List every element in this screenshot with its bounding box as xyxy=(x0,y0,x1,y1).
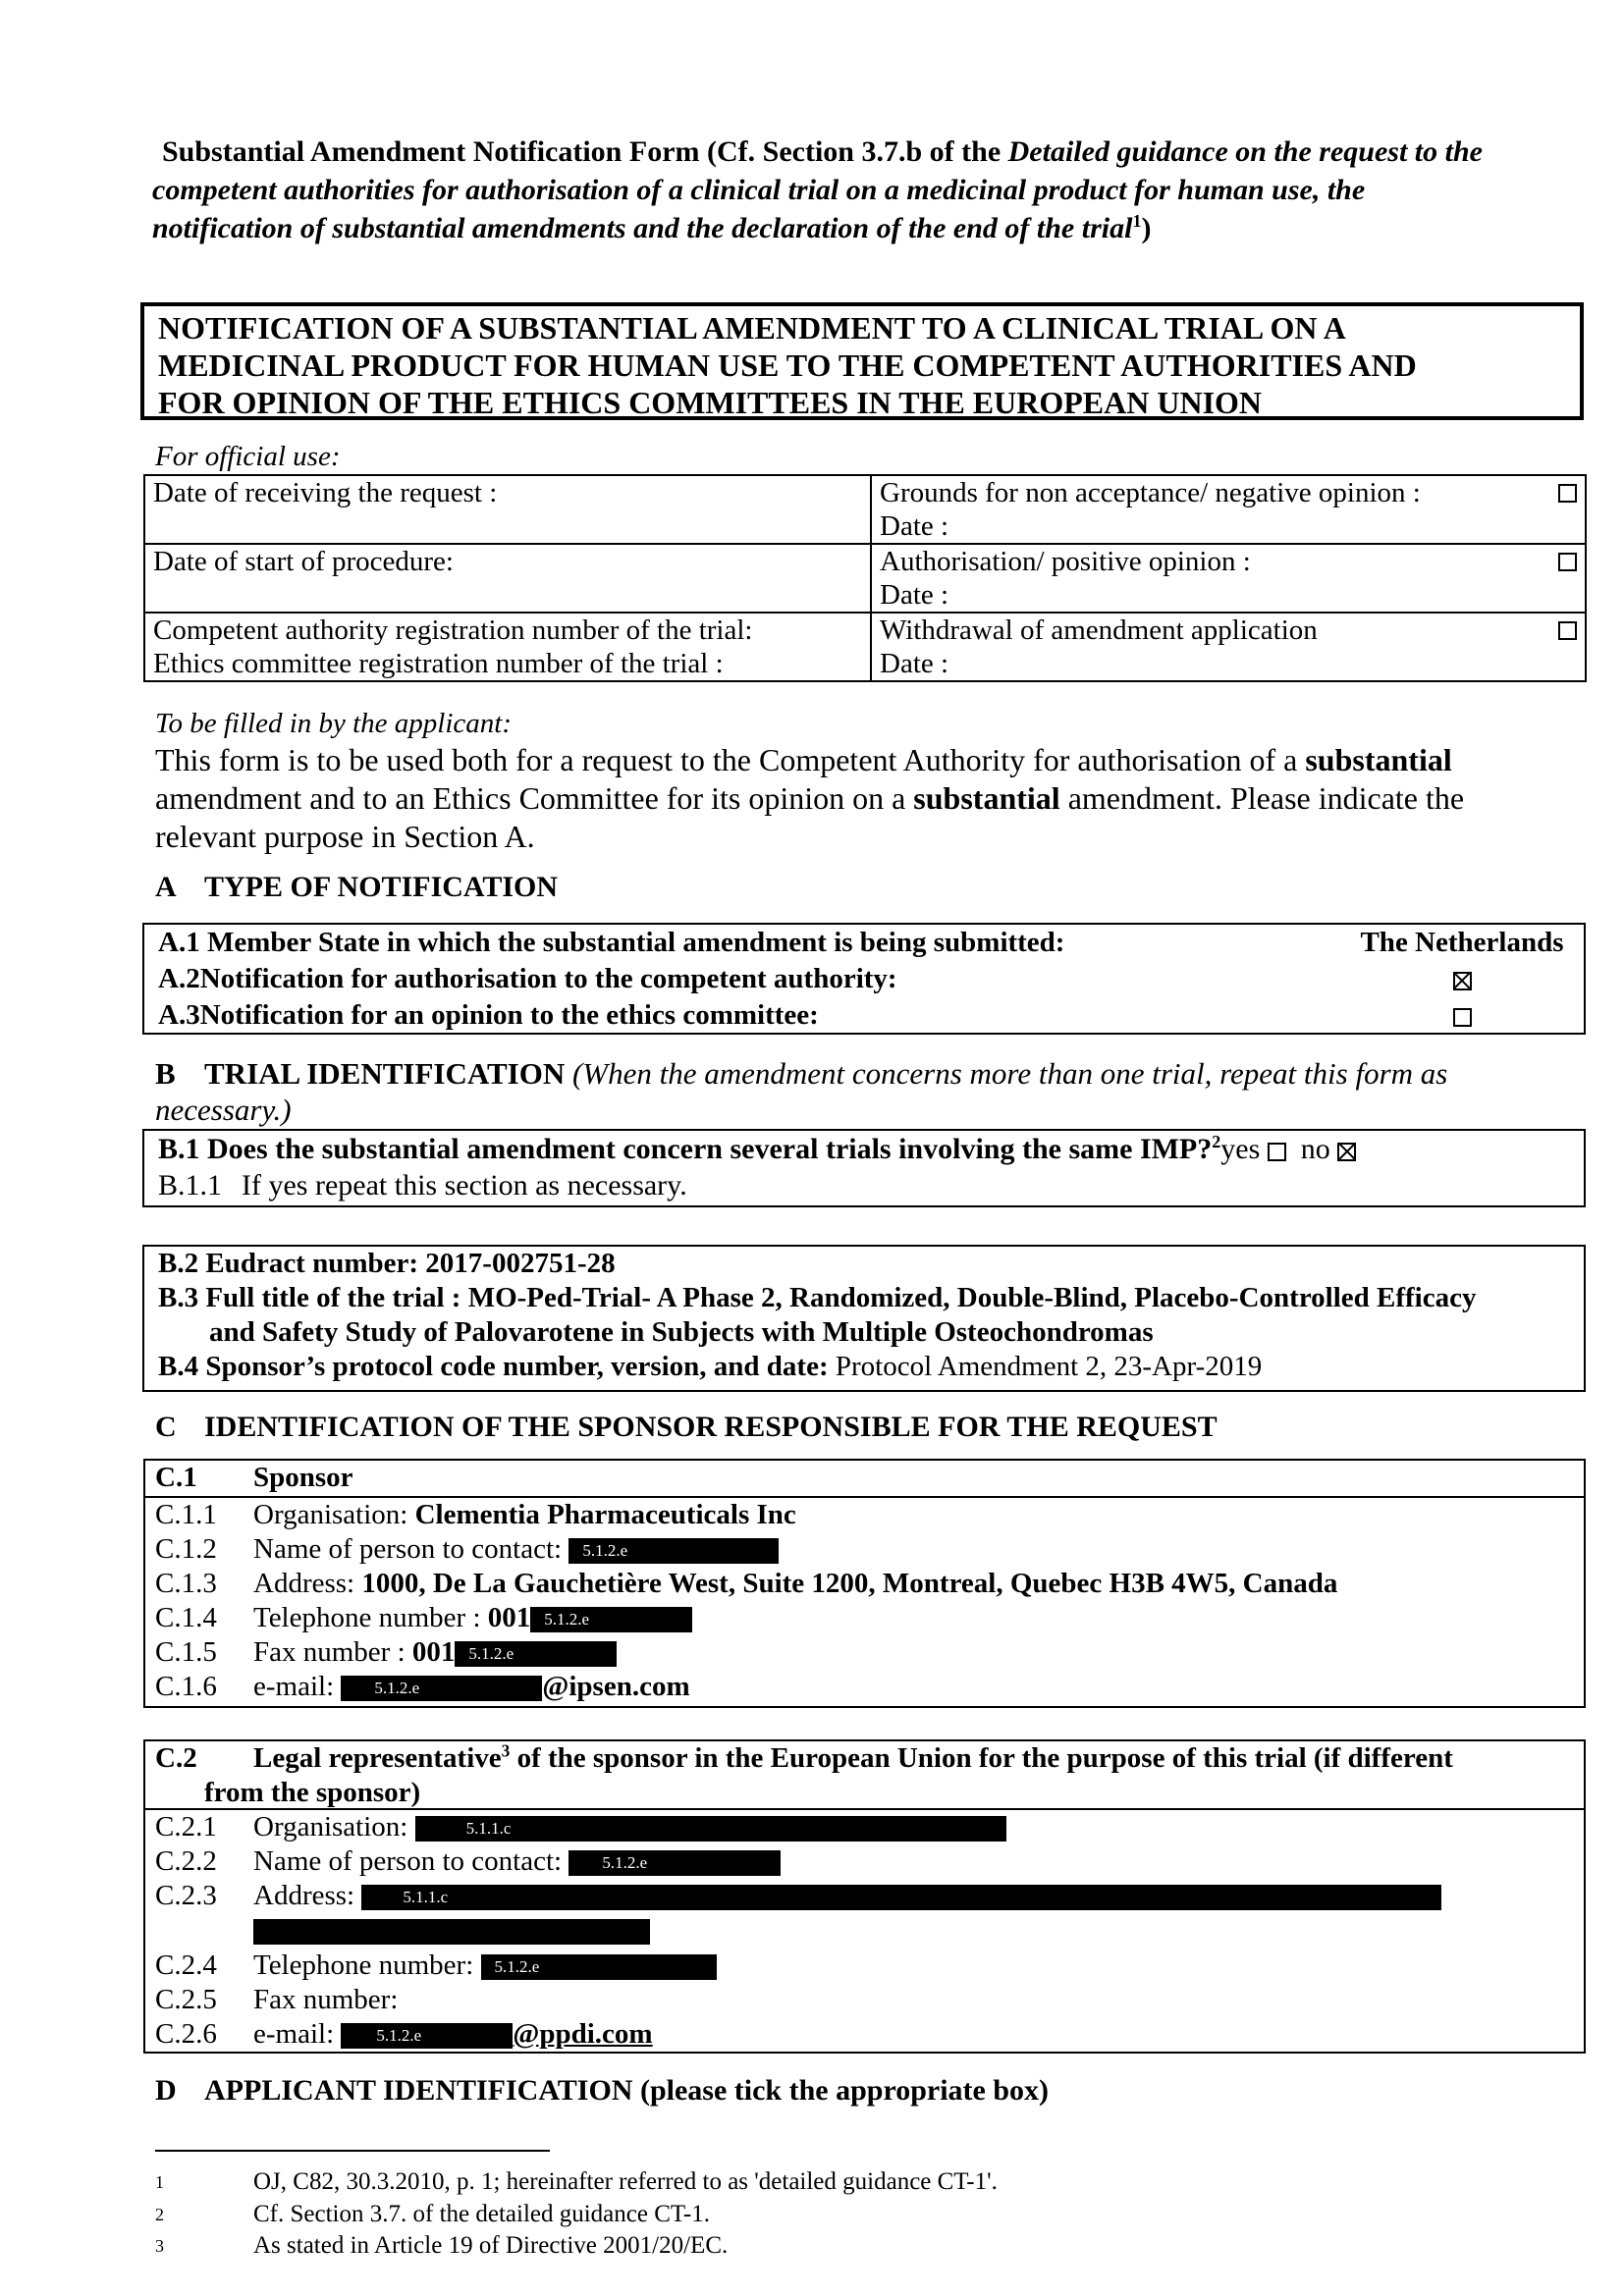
b1-no-checkbox[interactable] xyxy=(1337,1143,1356,1161)
redaction-block: 5.1.2.e xyxy=(568,1538,779,1564)
sponsor-box: C.1 Sponsor C.1.1 Organisation: Clementia Pharmaceuticals Inc C.1.2 Name of person to contact: 5.1.2.e C.1.3 Address: 1000, De La Gauchetière West, Suite 1200, Montreal, Quebec H3B 4W5, Canada C.1.4 Telephone number : 001 5.1.2.e C.1.5 Fax number : 001 5.1.2.e C.1.6 e-mail: 5.1.2.e @ipsen.com xyxy=(143,1459,1586,1708)
date-start-procedure-cell: Date of start of procedure: xyxy=(144,544,871,613)
grounds-non-acceptance-cell: Grounds for non acceptance/ negative opinion : Date : xyxy=(871,475,1586,544)
redaction-block: 5.1.2.e xyxy=(530,1607,692,1632)
a3-row: A.3Notification for an opinion to the ethics committee: xyxy=(158,997,1570,1034)
redaction-block: 5.1.2.e xyxy=(568,1850,781,1876)
footnote-divider xyxy=(155,2150,550,2152)
redaction-block-address-line-2 xyxy=(253,1919,650,1945)
section-b1-box: B.1 Does the substantial amendment concern several trials involving the same IMP?$^2$yes no B.1.1 If yes repeat this section as necessary. xyxy=(142,1129,1586,1207)
a2-row: A.2Notification for authorisation to the competent authority: xyxy=(158,961,1570,997)
redaction-block: 5.1.1.c xyxy=(361,1885,1441,1910)
footnote-ref-2: 2 xyxy=(1212,1132,1221,1151)
c24-row: C.2.4 Telephone number: 5.1.2.e xyxy=(145,1949,1584,1983)
authorisation-opinion-checkbox[interactable] xyxy=(1558,553,1577,571)
c22-row: C.2.2 Name of person to contact: 5.1.2.e xyxy=(145,1844,1584,1879)
c12-row: C.1.2 Name of person to contact: 5.1.2.e xyxy=(145,1532,1584,1567)
redaction-block: 5.1.2.e xyxy=(341,1676,542,1701)
section-c-heading: C IDENTIFICATION OF THE SPONSOR RESPONSIBLE FOR THE REQUEST xyxy=(155,1411,1218,1443)
footnote-1: 1 OJ, C82, 30.3.2010, p. 1; hereinafter referred to as 'detailed guidance CT-1'. xyxy=(155,2168,998,2195)
official-use-label: For official use: xyxy=(155,441,341,472)
c21-row: C.2.1 Organisation: 5.1.1.c xyxy=(145,1810,1584,1844)
c15-row: C.1.5 Fax number : 001 5.1.2.e xyxy=(145,1635,1584,1670)
registration-numbers-cell: Competent authority registration number of the trial: Ethics committee registration number of the trial : xyxy=(144,613,871,681)
a2-checkbox[interactable] xyxy=(1453,972,1472,990)
b1-question: B.1 Does the substantial amendment concern several trials involving the same IMP? xyxy=(158,1133,1213,1165)
intro-paragraph: This form is to be used both for a request to the Competent Authority for authorisation of a substantial amendment and to an Ethics Committee for its opinion on a substantial amendment. Please indicate the relevant purpose in Section A. xyxy=(155,742,1465,854)
footnote-ref-1: 1 xyxy=(1132,211,1142,231)
c23-row: C.2.3 Address: 5.1.1.c xyxy=(145,1879,1584,1913)
withdrawal-checkbox[interactable] xyxy=(1558,621,1577,640)
notification-title-box xyxy=(140,302,1584,420)
footnote-2: 2 Cf. Section 3.7. of the detailed guidance CT-1. xyxy=(155,2201,710,2227)
c16-row: C.1.6 e-mail: 5.1.2.e @ipsen.com xyxy=(155,1671,690,1702)
c25-row: C.2.5 Fax number: xyxy=(155,1984,399,2015)
date-receiving-cell: Date of receiving the request : xyxy=(144,475,871,544)
redaction-block: 5.1.1.c xyxy=(415,1816,1006,1842)
title-line-2: MEDICINAL PRODUCT FOR HUMAN USE TO THE COMPETENT AUTHORITIES AND xyxy=(158,347,1417,383)
section-d-heading: D APPLICANT IDENTIFICATION (please tick the appropriate box) xyxy=(155,2074,1050,2107)
redaction-block: 5.1.2.e xyxy=(341,2023,513,2049)
c26-row: C.2.6 e-mail: 5.1.2.e @ppdi.com xyxy=(155,2018,653,2050)
c13-row: C.1.3 Address: 1000, De La Gauchetière West, Suite 1200, Montreal, Quebec H3B 4W5, Canada xyxy=(155,1568,1338,1599)
footnote-3: 3 As stated in Article 19 of Directive 2001/20/EC. xyxy=(155,2232,729,2259)
footnote-ref-3: 3 xyxy=(501,1740,511,1761)
heading-text: Substantial Amendment Notification Form (Cf. Section 3.7.b of the xyxy=(162,135,1008,168)
eudract-number: B.2 Eudract number: 2017-002751-28 xyxy=(158,1248,616,1279)
section-a-heading: A TYPE OF NOTIFICATION xyxy=(155,871,559,903)
section-b-heading: B TRIAL IDENTIFICATION (When the amendment concerns more than one trial, repeat this form as necessary.) xyxy=(155,1056,1448,1127)
form-heading xyxy=(152,133,1488,247)
title-line-1: NOTIFICATION OF A SUBSTANTIAL AMENDMENT TO A CLINICAL TRIAL ON A xyxy=(158,310,1346,346)
official-use-table xyxy=(143,474,1587,682)
a1-row: A.1 Member State in which the substantial amendment is being submitted: The Netherlands xyxy=(158,925,1570,961)
trial-title: B.3 Full title of the trial : MO-Ped-Trial- A Phase 2, Randomized, Double-Blind, Placebo-Controlled Efficacy xyxy=(158,1282,1477,1313)
grounds-non-acceptance-checkbox[interactable] xyxy=(1558,484,1577,503)
authorisation-opinion-cell: Authorisation/ positive opinion : Date : xyxy=(871,544,1586,613)
legal-representative-box: C.2 Legal representative$^3$ of the sponsor in the European Union for the purpose of this trial (if different from the sponsor) C.2.1 Organisation: 5.1.1.c C.2.2 Name of person to contact: 5.1.2.e C.2.3 Address: 5.1.1.c C.2.4 Telephone number: 5.1.2.e C.2.5 Fax number: C.2.6 e-mail: 5.1.2.e @ppdi.com xyxy=(143,1739,1586,2054)
heading-close: ) xyxy=(1141,212,1152,244)
withdrawal-cell: Withdrawal of amendment application Date : xyxy=(871,613,1586,681)
redaction-block: 5.1.2.e xyxy=(455,1641,617,1667)
section-a-box xyxy=(142,923,1586,1035)
b1-yes-checkbox[interactable] xyxy=(1268,1143,1286,1161)
title-line-3: FOR OPINION OF THE ETHICS COMMITTEES IN THE EUROPEAN UNION xyxy=(158,385,1263,420)
a3-checkbox[interactable] xyxy=(1453,1008,1472,1027)
redaction-block: 5.1.2.e xyxy=(481,1954,717,1980)
section-b2-box: B.2 Eudract number: 2017-002751-28 B.3 Full title of the trial : MO-Ped-Trial- A Phase 2, Randomized, Double-Blind, Placebo-Controlled Efficacy and Safety Study of Palovarotene in Subjects with Multiple Osteochondromas B.4 Sponsor’s protocol code number, version, and date: Protocol Amendment 2, 23-Apr-2019 xyxy=(142,1245,1586,1392)
heading-italic-text: Detailed guidance on the request to the competent authorities for authorisation of a clinical trial on a medicinal product for human use, the notification of substantial amendments and the declaration of the end of the trial xyxy=(152,135,1483,244)
c14-row: C.1.4 Telephone number : 001 5.1.2.e xyxy=(145,1601,1584,1635)
member-state-value: The Netherlands xyxy=(1360,927,1564,958)
applicant-label: To be filled in by the applicant: xyxy=(155,708,512,739)
protocol-code: B.4 Sponsor’s protocol code number, version, and date: Protocol Amendment 2, 23-Apr-2019 xyxy=(158,1351,1263,1382)
c11-row: C.1.1 Organisation: Clementia Pharmaceuticals Inc xyxy=(155,1499,796,1530)
